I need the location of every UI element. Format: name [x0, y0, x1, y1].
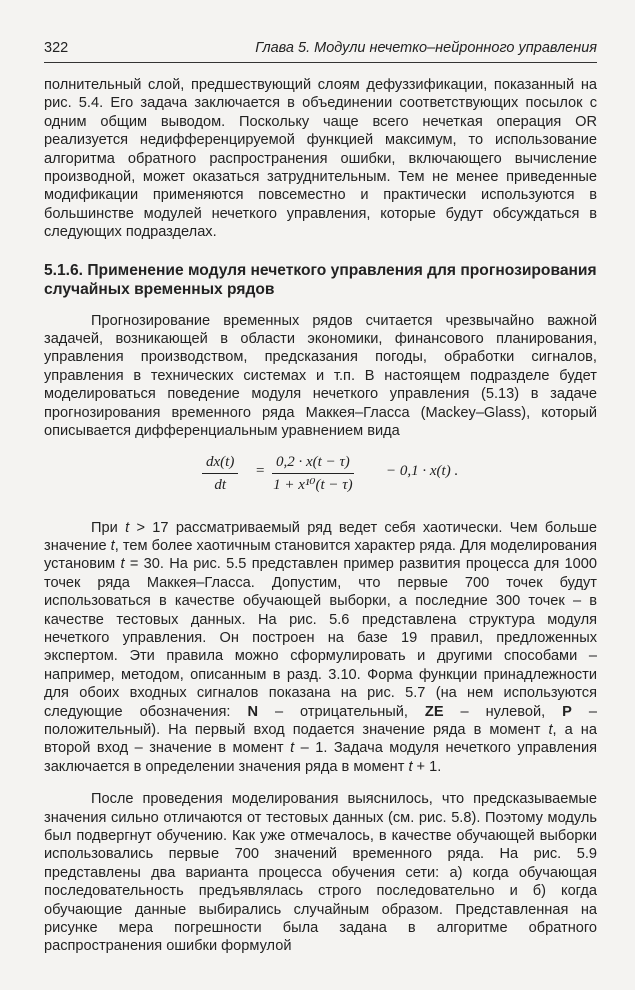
rhs-numerator: 0,2 · x(t − τ)	[272, 453, 354, 474]
rhs-fraction	[272, 453, 354, 495]
page-body	[44, 76, 597, 956]
section-heading: 5.1.6. Применение модуля нечеткого управления для прогнозирования случайных временных рядов	[44, 261, 597, 298]
mackey-glass-equation	[44, 447, 597, 511]
paragraph-training: После проведения моделирования выяснилось, что предсказываемые значения сильно отличаются от тестовых данных (см. рис. 5.8). Поэтому модуль был подвергнут обучению. Как уже отмечалось, в качестве обучающей выборки использовались первые 700 значений временного ряда. На рис. 5.9 представлены два варианта процесса обучения сети: а) когда обучающая последовательность предъявлялась строго последовательно и б) когда обучающие данные выбирались случайным образом. Представленная на рисунке мера погрешности была задана в алгоритме обратного распространения ошибки формулой	[44, 791, 597, 955]
chapter-title: Глава 5. Модули нечетко–нейронного управления	[255, 40, 597, 56]
lhs-numerator: dx(t)	[202, 453, 238, 474]
paragraph-continuation: полнительный слой, предшествующий слоям дефуззификации, показанный на рис. 5.4. Его задача заключается в объединении соответствующих посылок с одним общим выводом. Поскольку чаще всего нечеткая операция OR реализуется недифференцируемой функцией максимум, то использование алгоритма обратного распространения ошибки, включающего вычисление производной, может оказаться затруднительным. Тем не менее приведенные модификации применяются повсеместно и практически используются в большинстве модулей нечеткого управления, которые будут обсуждаться в следующих подразделах.	[44, 77, 597, 241]
page-number: 322	[44, 40, 69, 56]
paragraph-intro: Прогнозирование временных рядов считается чрезвычайно важной задачей, возникающей в области экономики, финансового планирования, управления производством, предсказания погоды, обработки сигналов, управления в технических системах и т.п. В настоящем подразделе будет моделироваться поведение модуля нечеткого управления (5.13) в задаче прогнозирования временного ряда Маккея–Гласса (Mackey–Glass), который описывается дифференциальным уравнением вида	[44, 312, 597, 440]
equals-sign: =	[256, 462, 265, 479]
rhs-denominator: 1 + x¹⁰(t − τ)	[273, 476, 353, 493]
running-header	[44, 36, 597, 63]
equation-tail: − 0,1 · x(t) .	[386, 462, 459, 479]
paragraph-chaos: При t > 17 рассматриваемый ряд ведет себя хаотически. Чем больше значение t, тем более хаотичным становится характер ряда. Для моделирования установим t = 30. На рис. 5.5 представлен пример развития процесса для 1000 точек ряда Маккея–Гласса. Допустим, что первые 700 точек будут использоваться в качестве обучающей выборки, а последние 300 точек – в качестве тестовых данных. На рис. 5.6 представлена структура модуля нечеткого управления. Он построен на базе 19 правил, предложенных экспертом. Эти правила можно сформулировать и другими способами – например, методом, описанным в разд. 3.10. Форма функции принадлежности для обоих входных сигналов показана на рис. 5.7 (на нем используются следующие обозначения: N – отрицательный, ZE – нулевой, P – положительный). На первый вход подается значение ряда в момент t, а на второй вход – значение в момент t – 1. Задача модуля нечеткого управления заключается в определении значения ряда в момент t + 1.	[44, 519, 598, 775]
lhs-denominator: dt	[214, 476, 226, 493]
lhs-fraction	[202, 453, 238, 495]
